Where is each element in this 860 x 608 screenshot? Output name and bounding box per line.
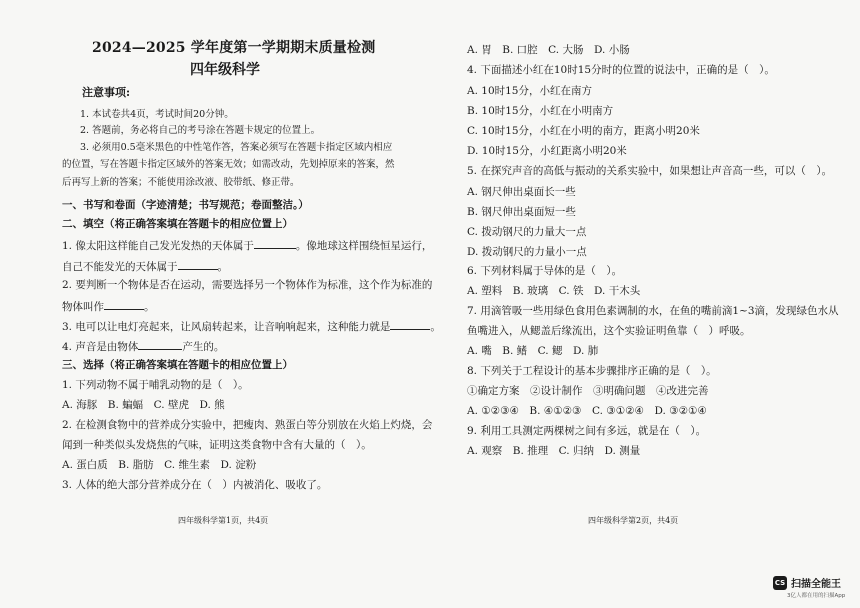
notice-line: 2. 答题前，务必将自己的考号涂在答题卡规定的位置上。 [80, 125, 321, 136]
choice-options: A. 观察 B. 推理 C. 归纳 D. 测量 [467, 445, 641, 457]
choice-options: A. 塑料 B. 玻璃 C. 铁 D. 干木头 [467, 285, 641, 297]
fill-question: 4. 声音是由物体 产生的。 [62, 338, 224, 354]
choice-question: 2. 在检测食物中的营养成分实验中，把瘦肉、熟蛋白等分别放在火焰上灼烧，会 [62, 419, 433, 431]
choice-question: 1. 下列动物不属于哺乳动物的是（ ）。 [62, 379, 249, 391]
page-footer: 四年级科学第2页，共4页 [588, 516, 679, 525]
section-choice: 三、选择（将正确答案填在答题卡的相应位置上） [62, 359, 293, 371]
choice-option: A. 10时15分，小红在南方 [467, 85, 592, 97]
section-fill-blank: 二、填空（将正确答案填在答题卡的相应位置上） [62, 218, 293, 230]
exam-title: 2024—2025 学年度第一学期期末质量检测 [92, 40, 376, 56]
choice-option: B. 钢尺伸出桌面短一些 [467, 206, 576, 218]
fill-question: 自己不能发光的天体属于 。 [62, 258, 228, 274]
choice-question: 鱼嘴进入，从鳃盖后缘流出，这个实验证明鱼靠（ ）呼吸。 [467, 325, 751, 337]
notice-line: 1. 本试卷共4页，考试时间20分钟。 [80, 109, 234, 120]
camscanner-logo-icon: CS [773, 576, 787, 590]
choice-option: D. 拨动钢尺的力量小一点 [467, 246, 587, 258]
section-writing: 一、书写和卷面（字迹清楚；书写规范；卷面整洁。） [62, 199, 309, 211]
fill-question: 2. 要判断一个物体是否在运动，需要选择另一个物体作为标准，这个作为标准的 [62, 279, 433, 291]
fill-question: 3. 电可以让电灯亮起来，让风扇转起来，让音响响起来，这种能力就是 。 [62, 318, 441, 334]
choice-option: D. 10时15分，小红距离小明20米 [467, 145, 627, 157]
notice-line: 的位置，写在答题卡指定区域外的答案无效；如需改动，先划掉原来的答案，然 [62, 159, 395, 170]
page-footer: 四年级科学第1页，共4页 [178, 516, 269, 525]
notice-line: 后再写上新的答案；不能使用涂改液、胶带纸、修正带。 [62, 177, 300, 188]
choice-option: C. 拨动钢尺的力量大一点 [467, 226, 587, 238]
choice-options: A. 嘴 B. 鳍 C. 鳃 D. 肺 [467, 345, 599, 357]
notice-line: 3. 必须用0.5毫米黑色的中性笔作答，答案必须写在答题卡指定区域内相应 [80, 142, 393, 153]
choice-question: 4. 下面描述小红在10时15分时的位置的说法中，正确的是（ ）。 [467, 64, 775, 76]
watermark-name: 扫描全能王 [791, 579, 841, 590]
choice-option: C. 10时15分，小红在小明的南方，距离小明20米 [467, 125, 700, 137]
fill-question: 1. 像太阳这样能自己发光发热的天体属于 。像地球这样围绕恒星运行， [62, 237, 432, 253]
choice-question: 闻到一种类似头发烧焦的气味，证明这类食物中含有大量的（ ）。 [62, 439, 372, 451]
exam-page-2 [430, 0, 860, 608]
choice-question: 7. 用滴管吸一些用绿色食用色素调制的水，在鱼的嘴前滴1~3滴，发现绿色水从 [467, 305, 839, 317]
scanner-watermark [773, 574, 853, 602]
watermark-sub: 3亿人都在用的扫描App [787, 593, 846, 599]
choice-option: A. 钢尺伸出桌面长一些 [467, 186, 576, 198]
choice-options: A. 蛋白质 B. 脂肪 C. 维生素 D. 淀粉 [62, 459, 257, 471]
choice-options: A. 胃 B. 口腔 C. 大肠 D. 小肠 [467, 44, 630, 56]
step-list: ①确定方案 ②设计制作 ③明确问题 ④改进完善 [467, 385, 709, 397]
choice-question: 3. 人体的绝大部分营养成分在（ ）内被消化、吸收了。 [62, 479, 328, 491]
choice-option: B. 10时15分，小红在小明南方 [467, 105, 614, 117]
choice-options: A. 海豚 B. 蝙蝠 C. 壁虎 D. 熊 [62, 399, 225, 411]
notice-heading: 注意事项: [82, 86, 131, 99]
exam-subtitle: 四年级科学 [190, 62, 260, 78]
choice-question: 8. 下列关于工程设计的基本步骤排序正确的是（ ）。 [467, 365, 717, 377]
choice-question: 9. 利用工具测定两棵树之间有多远，就是在（ ）。 [467, 425, 707, 437]
choice-options: A. ①②③④ B. ④①②③ C. ③①②④ D. ③②①④ [467, 405, 707, 417]
fill-question: 物体叫作 。 [62, 298, 155, 314]
choice-question: 6. 下列材料属于导体的是（ ）。 [467, 265, 623, 277]
choice-question: 5. 在探究声音的高低与振动的关系实验中，如果想让声音高一些，可以（ ）。 [467, 165, 833, 177]
